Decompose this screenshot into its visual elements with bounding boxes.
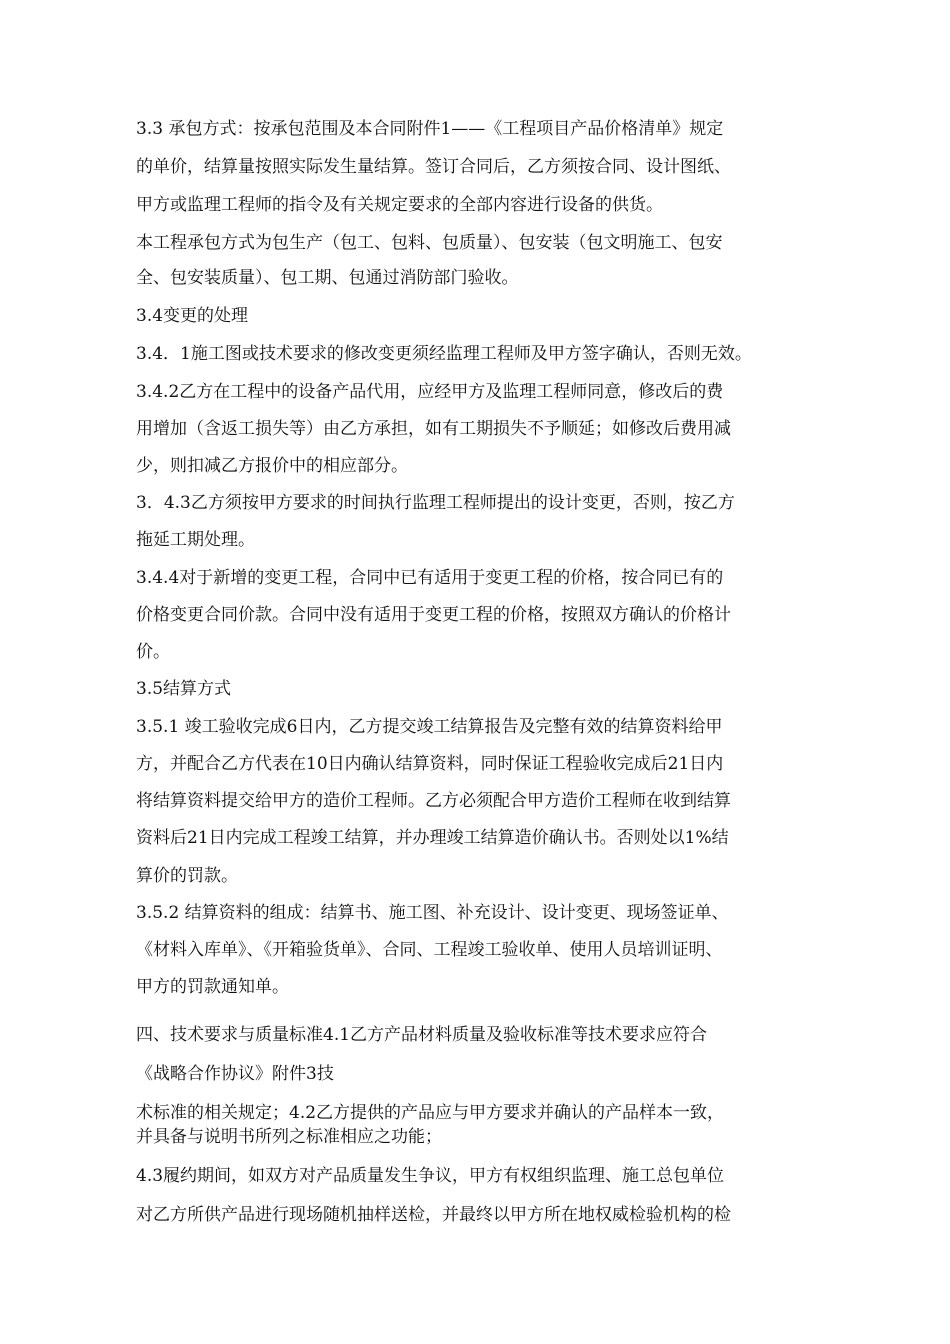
text-line: 拖延工期处理。 bbox=[136, 530, 255, 550]
text-line: 算价的罚款。 bbox=[136, 866, 238, 886]
text-line: 用增加（含返工损失等）由乙方承担，如有工期损失不予顺延；如修改后费用减 bbox=[136, 419, 731, 439]
text-line: 3.4.4对于新增的变更工程，合同中已有适用于变更工程的价格，按合同已有的 bbox=[136, 568, 724, 588]
text-line: 对乙方所供产品进行现场随机抽样送检，并最终以甲方所在地权威检验机构的检 bbox=[136, 1205, 731, 1225]
text-line: 4.3履约期间，如双方对产品质量发生争议，甲方有权组织监理、施工总包单位 bbox=[136, 1166, 725, 1186]
text-line: 3.4．1施工图或技术要求的修改变更须经监理工程师及甲方签字确认，否则无效。 bbox=[136, 344, 752, 364]
text-line: 资料后21日内完成工程竣工结算，并办理竣工结算造价确认书。否则处以1%结 bbox=[136, 828, 729, 848]
text-line: 甲方的罚款通知单。 bbox=[136, 977, 289, 997]
text-line: 《材料入库单》、《开箱验货单》、合同、工程竣工验收单、使用人员培训证明、 bbox=[136, 940, 723, 960]
text-line: 3.4.2乙方在工程中的设备产品代用，应经甲方及监理工程师同意，修改后的费 bbox=[136, 382, 724, 402]
text-line: 少，则扣减乙方报价中的相应部分。 bbox=[136, 456, 408, 476]
section-heading: 3.5结算方式 bbox=[136, 679, 232, 699]
text-line: 价。 bbox=[136, 642, 170, 662]
text-line: 3．4.3乙方须按甲方要求的时间执行监理工程师提出的设计变更，否则，按乙方 bbox=[136, 493, 735, 513]
text-line: 3.3 承包方式：按承包范围及本合同附件1——《工程项目产品价格清单》规定 bbox=[136, 119, 724, 139]
text-line: 的单价，结算量按照实际发生量结算。签订合同后，乙方须按合同、设计图纸、 bbox=[136, 157, 731, 177]
text-line: 全、包安装质量）、包工期、包通过消防部门验收。 bbox=[136, 268, 519, 288]
text-line: 将结算资料提交给甲方的造价工程师。乙方必须配合甲方造价工程师在收到结算 bbox=[136, 791, 731, 811]
text-line: 方，并配合乙方代表在10日内确认结算资料，同时保证工程验收完成后21日内 bbox=[136, 754, 724, 774]
text-line: 3.5.2 结算资料的组成：结算书、施工图、补充设计、设计变更、现场签证单、 bbox=[136, 903, 729, 923]
text-line: 《战略合作协议》附件3技 bbox=[136, 1064, 334, 1084]
text-line: 价格变更合同价款。合同中没有适用于变更工程的价格，按照双方确认的价格计 bbox=[136, 605, 731, 625]
text-line: 甲方或监理工程师的指令及有关规定要求的全部内容进行设备的供货。 bbox=[136, 195, 663, 215]
text-line: 术标准的相关规定；4.2乙方提供的产品应与甲方要求并确认的产品样本一致， bbox=[136, 1103, 725, 1123]
text-line: 本工程承包方式为包生产（包工、包料、包质量）、包安装（包文明施工、包安 bbox=[136, 233, 723, 253]
section-heading: 3.4变更的处理 bbox=[136, 306, 249, 326]
text-line: 并具备与说明书所列之标准相应之功能； bbox=[136, 1127, 442, 1147]
section-heading: 四、技术要求与质量标准4.1乙方产品材料质量及验收标准等技术要求应符合 bbox=[136, 1025, 708, 1045]
text-line: 3.5.1 竣工验收完成6日内，乙方提交竣工结算报告及完整有效的结算资料给甲 bbox=[136, 717, 723, 737]
